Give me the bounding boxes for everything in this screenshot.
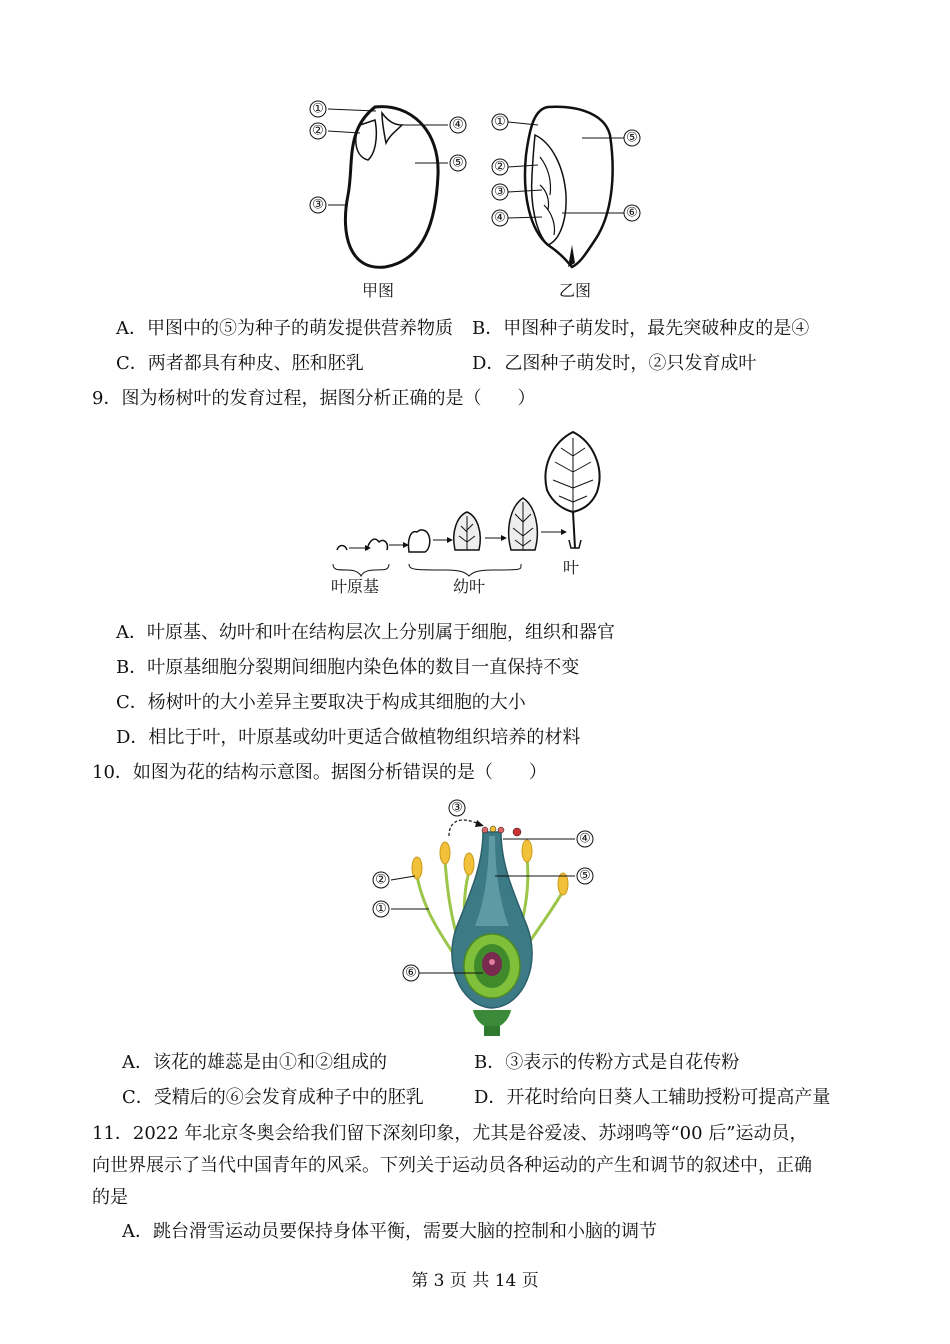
flower-label-4: ④ [579, 831, 591, 847]
q9-option-b: B．叶原基细胞分裂期间细胞内染色体的数目一直保持不变 [116, 657, 580, 678]
q8-option-a: A．甲图中的⑤为种子的萌发提供营养物质 [116, 318, 453, 339]
q11-option-a: A．跳台滑雪运动员要保持身体平衡，需要大脑的控制和小脑的调节 [122, 1221, 657, 1242]
jia-label-2: ② [312, 123, 324, 139]
corn-seed-diagram [492, 107, 640, 300]
q10-option-a: A．该花的雄蕊是由①和②组成的 [122, 1052, 387, 1073]
jia-label-1: ① [312, 101, 324, 117]
q11-stem-line3: 的是 [92, 1187, 128, 1208]
q9-option-c: C．杨树叶的大小差异主要取决于构成其细胞的大小 [116, 692, 526, 713]
label-leaf-primordium: 叶原基 [330, 577, 380, 596]
jia-label-4: ④ [452, 117, 464, 133]
yi-label-5: ⑤ [626, 130, 638, 146]
q8-option-c: C．两者都具有种皮、胚和胚乳 [116, 353, 364, 374]
jia-label-3: ③ [312, 197, 324, 213]
flower-structure-figure [365, 796, 605, 1040]
q10-option-b: B．③表示的传粉方式是自花传粉 [474, 1052, 740, 1073]
q9-option-a: A．叶原基、幼叶和叶在结构层次上分别属于细胞，组织和器官 [116, 622, 615, 643]
jia-label-5: ⑤ [452, 155, 464, 171]
q9-stem: 9．图为杨树叶的发育过程，据图分析正确的是（ ） [92, 388, 536, 409]
q11-stem-line2: 向世界展示了当代中国青年的风采。下列关于运动员各种运动的产生和调节的叙述中，正确 [92, 1155, 812, 1176]
seed-figure [290, 95, 660, 305]
label-leaf: 叶 [562, 558, 580, 577]
yi-label-3: ③ [494, 184, 506, 200]
q8-option-d: D．乙图种子萌发时，②只发育成叶 [472, 353, 757, 374]
yi-label-1: ① [494, 114, 506, 130]
yi-label-4: ④ [494, 210, 506, 226]
flower-label-3: ③ [451, 800, 463, 816]
label-young-leaf: 幼叶 [452, 577, 486, 596]
q9-option-d: D．相比于叶，叶原基或幼叶更适合做植物组织培养的材料 [116, 727, 581, 748]
q11-stem-line1: 11．2022 年北京冬奥会给我们留下深刻印象，尤其是谷爱凌、苏翊鸣等“00 后”运动员， [92, 1123, 808, 1144]
flower-label-2: ② [375, 872, 387, 888]
page-footer: 第 3 页 共 14 页 [411, 1271, 539, 1291]
jia-caption: 甲图 [361, 281, 395, 300]
bean-seed-diagram [310, 101, 466, 300]
yi-label-6: ⑥ [626, 205, 638, 221]
yi-caption: 乙图 [558, 281, 592, 300]
leaf-development-figure [325, 428, 615, 600]
flower-label-6: ⑥ [405, 965, 417, 981]
q10-stem: 10．如图为花的结构示意图。据图分析错误的是（ ） [92, 762, 547, 783]
q8-option-b: B．甲图种子萌发时，最先突破种皮的是④ [472, 318, 810, 339]
yi-label-2: ② [494, 159, 506, 175]
q10-option-d: D．开花时给向日葵人工辅助授粉可提高产量 [474, 1087, 831, 1108]
q10-option-c: C．受精后的⑥会发育成种子中的胚乳 [122, 1087, 424, 1108]
flower-label-5: ⑤ [579, 868, 591, 884]
flower-label-1: ① [375, 901, 387, 917]
